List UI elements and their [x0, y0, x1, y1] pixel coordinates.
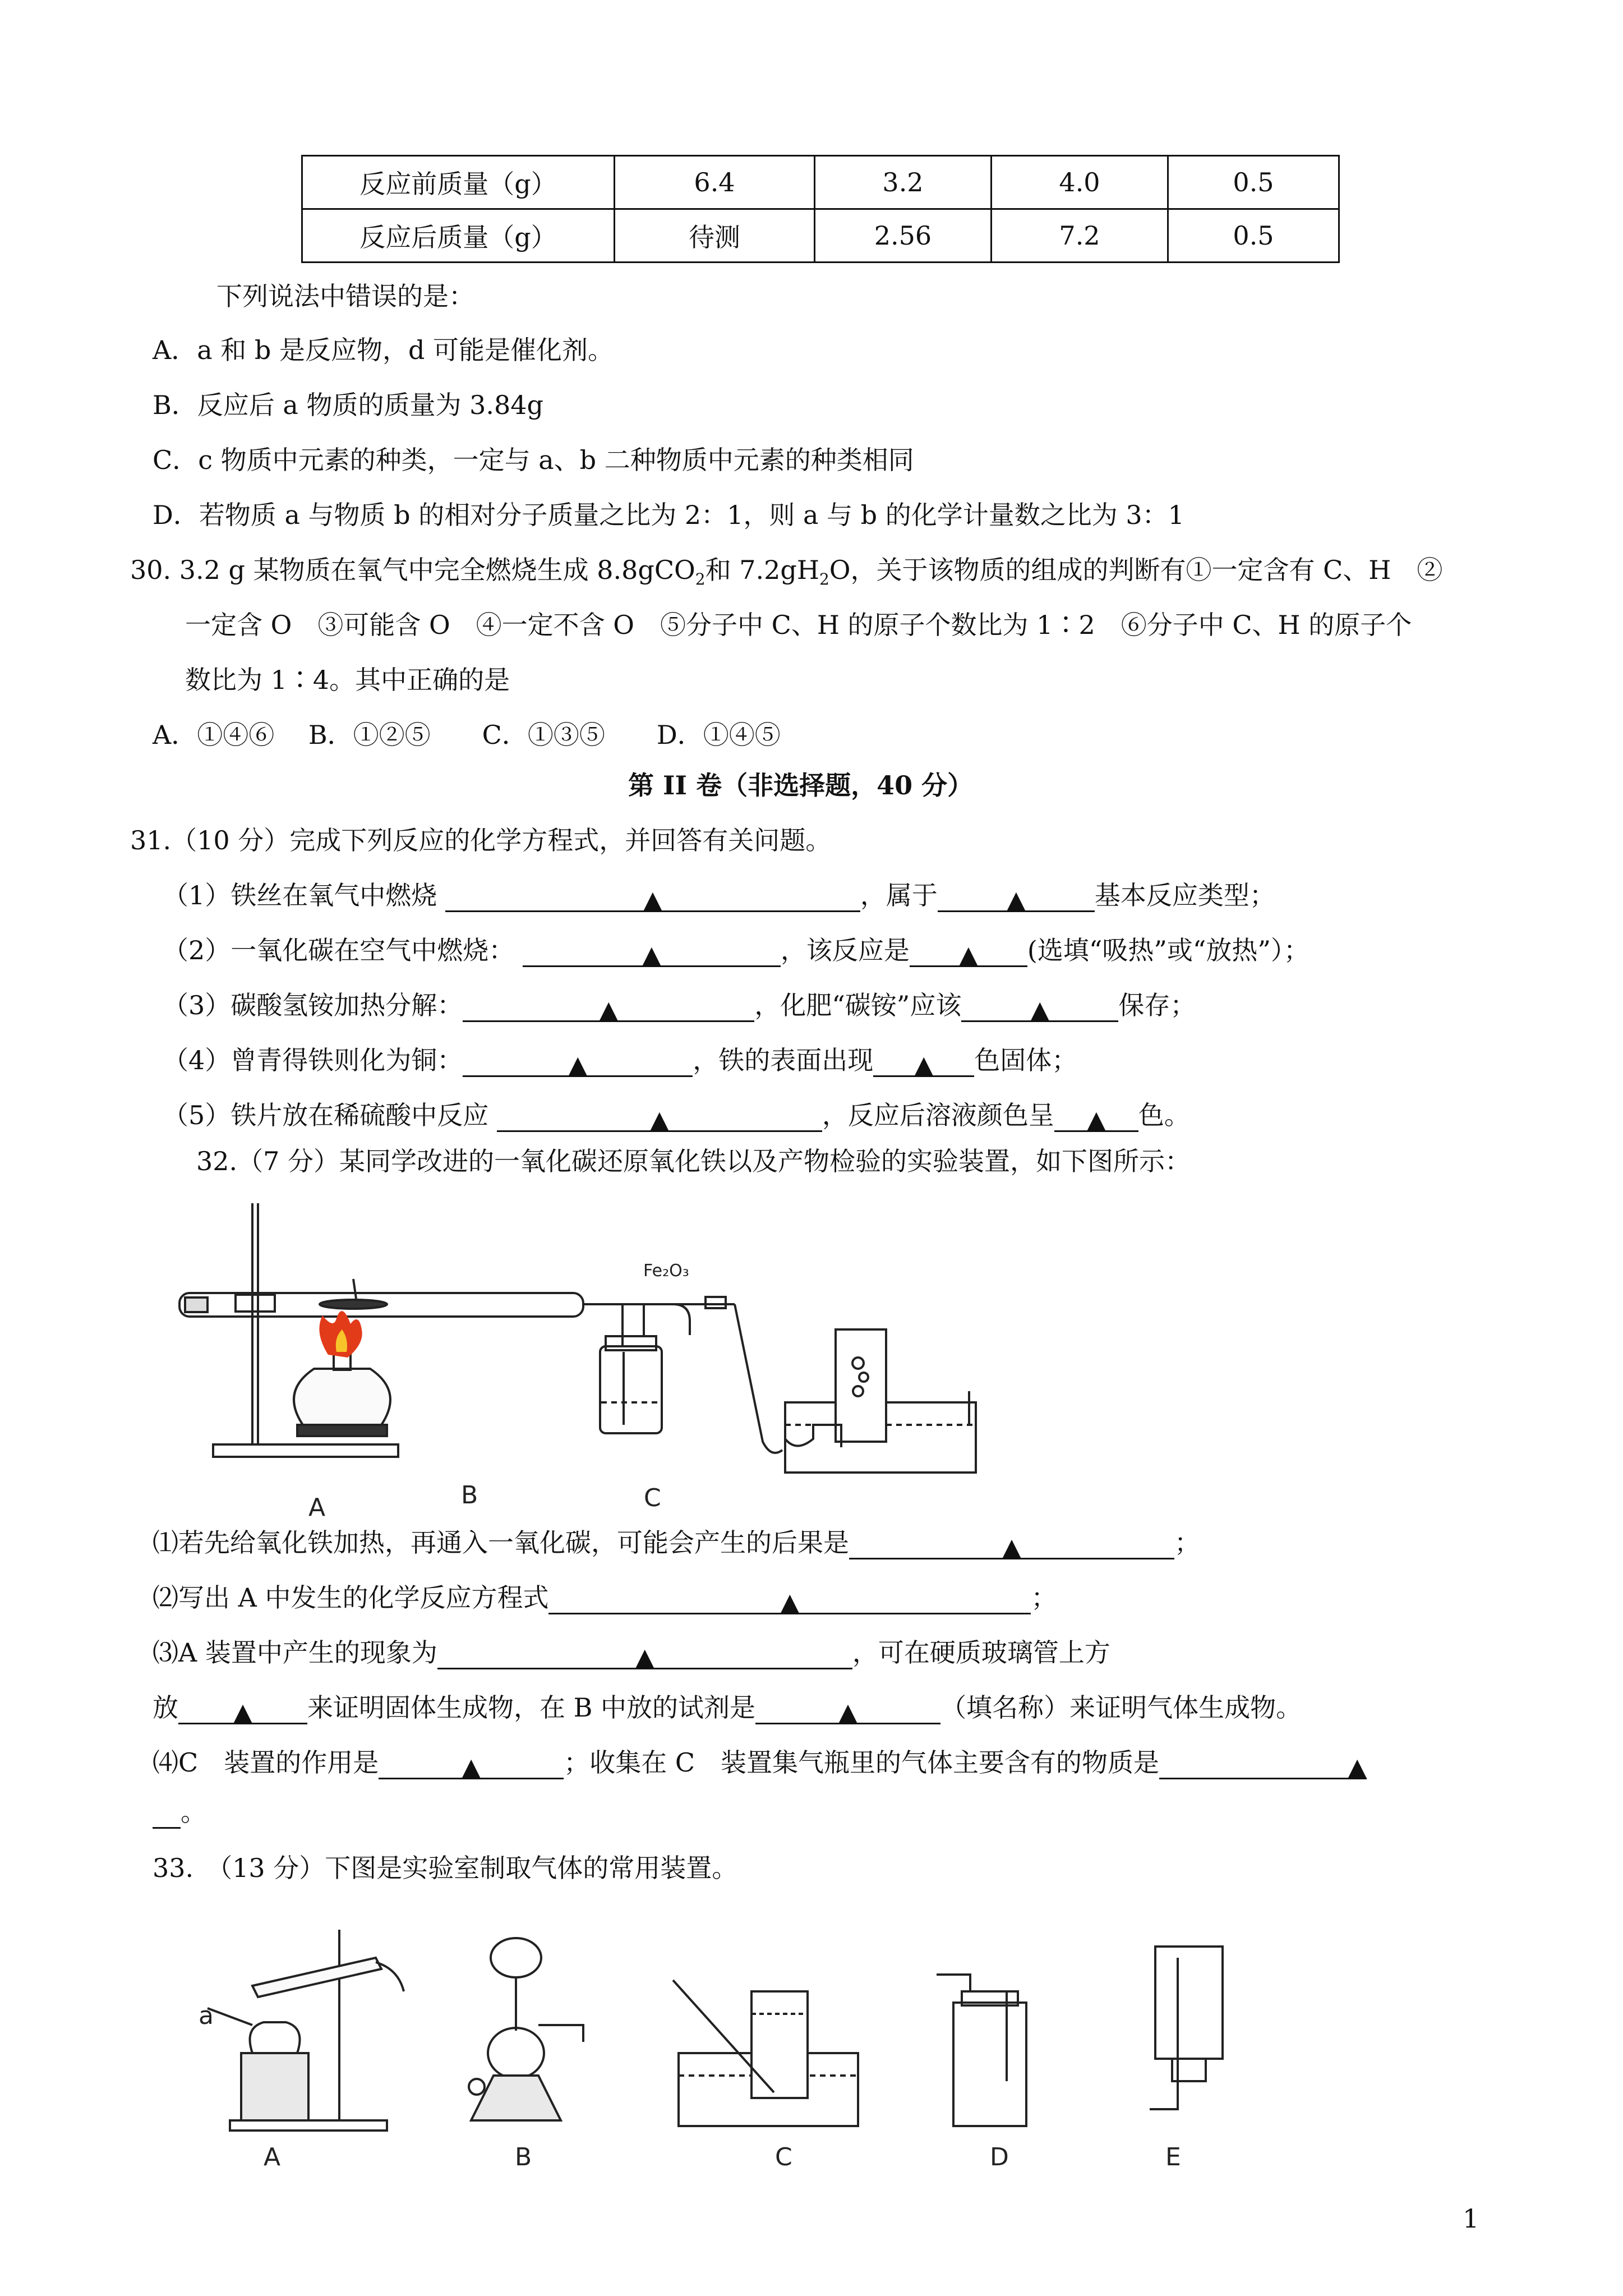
figure-label: B — [515, 2143, 532, 2171]
triangle-marker: ▲ — [649, 1106, 669, 1134]
q31-item-2 — [163, 933, 1310, 968]
q32-text: ⑵写出 A 中发生的化学反应方程式 — [153, 1582, 549, 1613]
table-row — [302, 209, 1339, 263]
q32-text: ；收集在 C 装置集气瓶里的气体主要含有的物质是 — [564, 1747, 1160, 1778]
figure-label: C — [775, 2143, 792, 2171]
answer-blank[interactable] — [849, 1530, 1174, 1562]
q32-part-1 — [153, 1526, 1200, 1561]
q32-text: 放 — [153, 1692, 178, 1723]
triangle-marker: ▲ — [642, 941, 661, 969]
q30-options: A．①④⑥ B．①②⑤ C．①③⑤ D．①④⑤ — [153, 720, 781, 750]
q31-text: ，反应后溶液颜色呈 — [822, 1100, 1054, 1130]
q30-line3: 数比为 1∶4。其中正确的是 — [185, 665, 510, 695]
figure-label-a: A — [308, 1493, 326, 1522]
fe2o3-label: Fe₂O₃ — [643, 1261, 689, 1281]
triangle-marker: ▲ — [643, 886, 662, 914]
q31-text: （5）铁片放在稀硫酸中反应 — [163, 1100, 489, 1130]
section-title: 第 II 卷（非选择题，40 分） — [628, 770, 974, 800]
cell-b: 2.56 — [815, 209, 992, 263]
answer-blank[interactable] — [437, 1640, 852, 1672]
triangle-marker: ▲ — [914, 1051, 934, 1079]
q32-text: 来证明固体生成物，在 B 中放的试剂是 — [307, 1692, 756, 1723]
triangle-marker: ▲ — [1086, 1106, 1106, 1134]
cell-b: 3.2 — [815, 156, 992, 209]
answer-blank[interactable] — [1054, 1102, 1138, 1132]
triangle-marker: ▲ — [1348, 1753, 1367, 1782]
answer-blank-tail — [153, 1799, 181, 1829]
q31-text: 色固体； — [974, 1045, 1078, 1075]
triangle-marker: ▲ — [780, 1588, 800, 1617]
answer-blank[interactable] — [1159, 1750, 1367, 1782]
q31-text: ，化肥“碳铵”应该 — [754, 990, 962, 1020]
q30-line1 — [130, 553, 1442, 588]
q32-part-4 — [153, 1746, 1367, 1780]
q32-text: 。 — [181, 1797, 206, 1827]
question-number: 30. — [130, 555, 172, 585]
q31-text: （1）铁丝在氧气中燃烧 — [163, 880, 437, 910]
mass-table — [301, 155, 1340, 263]
q29-prompt: 下列说法中错误的是： — [216, 281, 474, 311]
page-number: 1 — [1463, 2203, 1479, 2234]
q30-text: 和 7.2gH — [705, 555, 819, 585]
answer-blank[interactable] — [755, 1695, 940, 1727]
q31-text: 基本反应类型； — [1094, 880, 1275, 910]
answer-blank[interactable] — [548, 1585, 1031, 1617]
q32-text: ⑶A 装置中产生的现象为 — [153, 1637, 437, 1668]
q31-item-5 — [163, 1098, 1190, 1133]
row-label: 反应前质量（g） — [302, 156, 615, 209]
q32-part-3 — [153, 1636, 1110, 1671]
co-reduction-apparatus-figure — [168, 1189, 785, 1515]
q32-part-3-cont — [153, 1691, 1302, 1726]
answer-blank[interactable] — [379, 1750, 564, 1782]
q31-text: ，属于 — [860, 880, 938, 910]
q31-text: （2）一氧化碳在空气中燃烧： — [163, 935, 515, 965]
row-label: 反应后质量（g） — [302, 209, 615, 263]
q32-text: （填名称）来证明气体生成物。 — [940, 1692, 1302, 1723]
q32-text: ； — [1031, 1582, 1057, 1613]
figure-label-c: C — [644, 1484, 661, 1512]
gas-collection-trough-figure — [774, 1189, 998, 1515]
cell-d: 0.5 — [1168, 156, 1339, 209]
q32-heading: 32.（7 分）某同学改进的一氧化碳还原氧化铁以及产物检验的实验装置，如下图所示： — [196, 1146, 1191, 1176]
answer-blank[interactable] — [463, 1047, 693, 1077]
answer-blank[interactable] — [463, 992, 754, 1022]
q29-option-b: B．反应后 a 物质的质量为 3.84g — [153, 390, 543, 420]
q31-item-4 — [163, 1043, 1077, 1078]
cell-c: 7.2 — [992, 209, 1168, 263]
q31-text: （3）碳酸氢铵加热分解： — [163, 990, 463, 1020]
triangle-marker: ▲ — [1002, 1533, 1021, 1562]
q32-part-2 — [153, 1581, 1057, 1616]
q31-text: （4）曾青得铁则化为铜： — [163, 1045, 463, 1075]
q31-item-1 — [163, 878, 1275, 913]
triangle-marker: ▲ — [568, 1051, 588, 1079]
triangle-marker: ▲ — [1006, 886, 1026, 914]
answer-blank[interactable] — [445, 882, 860, 912]
triangle-marker: ▲ — [462, 1753, 481, 1782]
answer-blank[interactable] — [938, 882, 1095, 912]
subscript: 2 — [695, 570, 706, 589]
q31-text: ，铁的表面出现 — [693, 1045, 874, 1075]
answer-blank[interactable] — [523, 937, 781, 967]
q33-heading: 33. （13 分）下图是实验室制取气体的常用装置。 — [153, 1853, 738, 1883]
q30-line2: 一定含 O ③可能含 O ④一定不含 O ⑤分子中 C、H 的原子个数比为 1∶2 ⑥分子中 C、H 的原子个 — [185, 610, 1412, 640]
answer-blank[interactable] — [910, 937, 1027, 967]
q31-text: (选填“吸热”或“放热”）； — [1027, 935, 1310, 965]
q31-text: ，该反应是 — [780, 935, 910, 965]
q29-option-c: C．c 物质中元素的种类，一定与 a、b 二种物质中元素的种类相同 — [153, 445, 914, 475]
q32-part-4-end — [153, 1795, 206, 1830]
q30-text: O，关于该物质的组成的判断有①一定含有 C、H ② — [829, 555, 1443, 585]
answer-blank[interactable] — [873, 1047, 974, 1077]
answer-blank[interactable] — [178, 1695, 307, 1727]
q32-text: ； — [1174, 1527, 1200, 1558]
q29-option-a: A．a 和 b 是反应物，d 可能是催化剂。 — [153, 335, 614, 365]
q29-option-d: D．若物质 a 与物质 b 的相对分子质量之比为 2：1，则 a 与 b 的化学计量数之比为 3：1 — [153, 500, 1184, 530]
figure-label-b: B — [461, 1481, 478, 1510]
triangle-marker: ▲ — [1030, 996, 1050, 1024]
figure-label: A — [264, 2143, 281, 2171]
answer-blank[interactable] — [961, 992, 1118, 1022]
cell-a: 待测 — [615, 209, 815, 263]
gas-apparatus-figures — [191, 1913, 1497, 2148]
q31-heading: 31.（10 分）完成下列反应的化学方程式，并回答有关问题。 — [130, 825, 832, 855]
figure-small-label-a: a — [199, 2001, 214, 2030]
q31-text: 色。 — [1138, 1100, 1190, 1130]
triangle-marker: ▲ — [838, 1698, 857, 1727]
triangle-marker: ▲ — [599, 996, 619, 1024]
triangle-marker: ▲ — [233, 1698, 252, 1727]
figure-label: E — [1165, 2143, 1181, 2171]
triangle-marker: ▲ — [958, 941, 978, 969]
q30-text: 3.2 g 某物质在氧气中完全燃烧生成 8.8gCO — [179, 555, 695, 585]
cell-a: 6.4 — [615, 156, 815, 209]
q31-text: 保存； — [1118, 990, 1196, 1020]
triangle-marker: ▲ — [635, 1643, 654, 1672]
cell-d: 0.5 — [1168, 209, 1339, 263]
table-row — [302, 156, 1339, 209]
subscript: 2 — [819, 570, 829, 589]
answer-blank[interactable] — [497, 1102, 822, 1132]
figure-label: D — [990, 2143, 1009, 2171]
q32-text: ，可在硬质玻璃管上方 — [852, 1637, 1110, 1668]
q32-text: ⑴若先给氧化铁加热，再通入一氧化碳，可能会产生的后果是 — [153, 1527, 849, 1558]
q32-text: ⑷C 装置的作用是 — [153, 1747, 379, 1778]
cell-c: 4.0 — [992, 156, 1168, 209]
q31-item-3 — [163, 988, 1196, 1023]
